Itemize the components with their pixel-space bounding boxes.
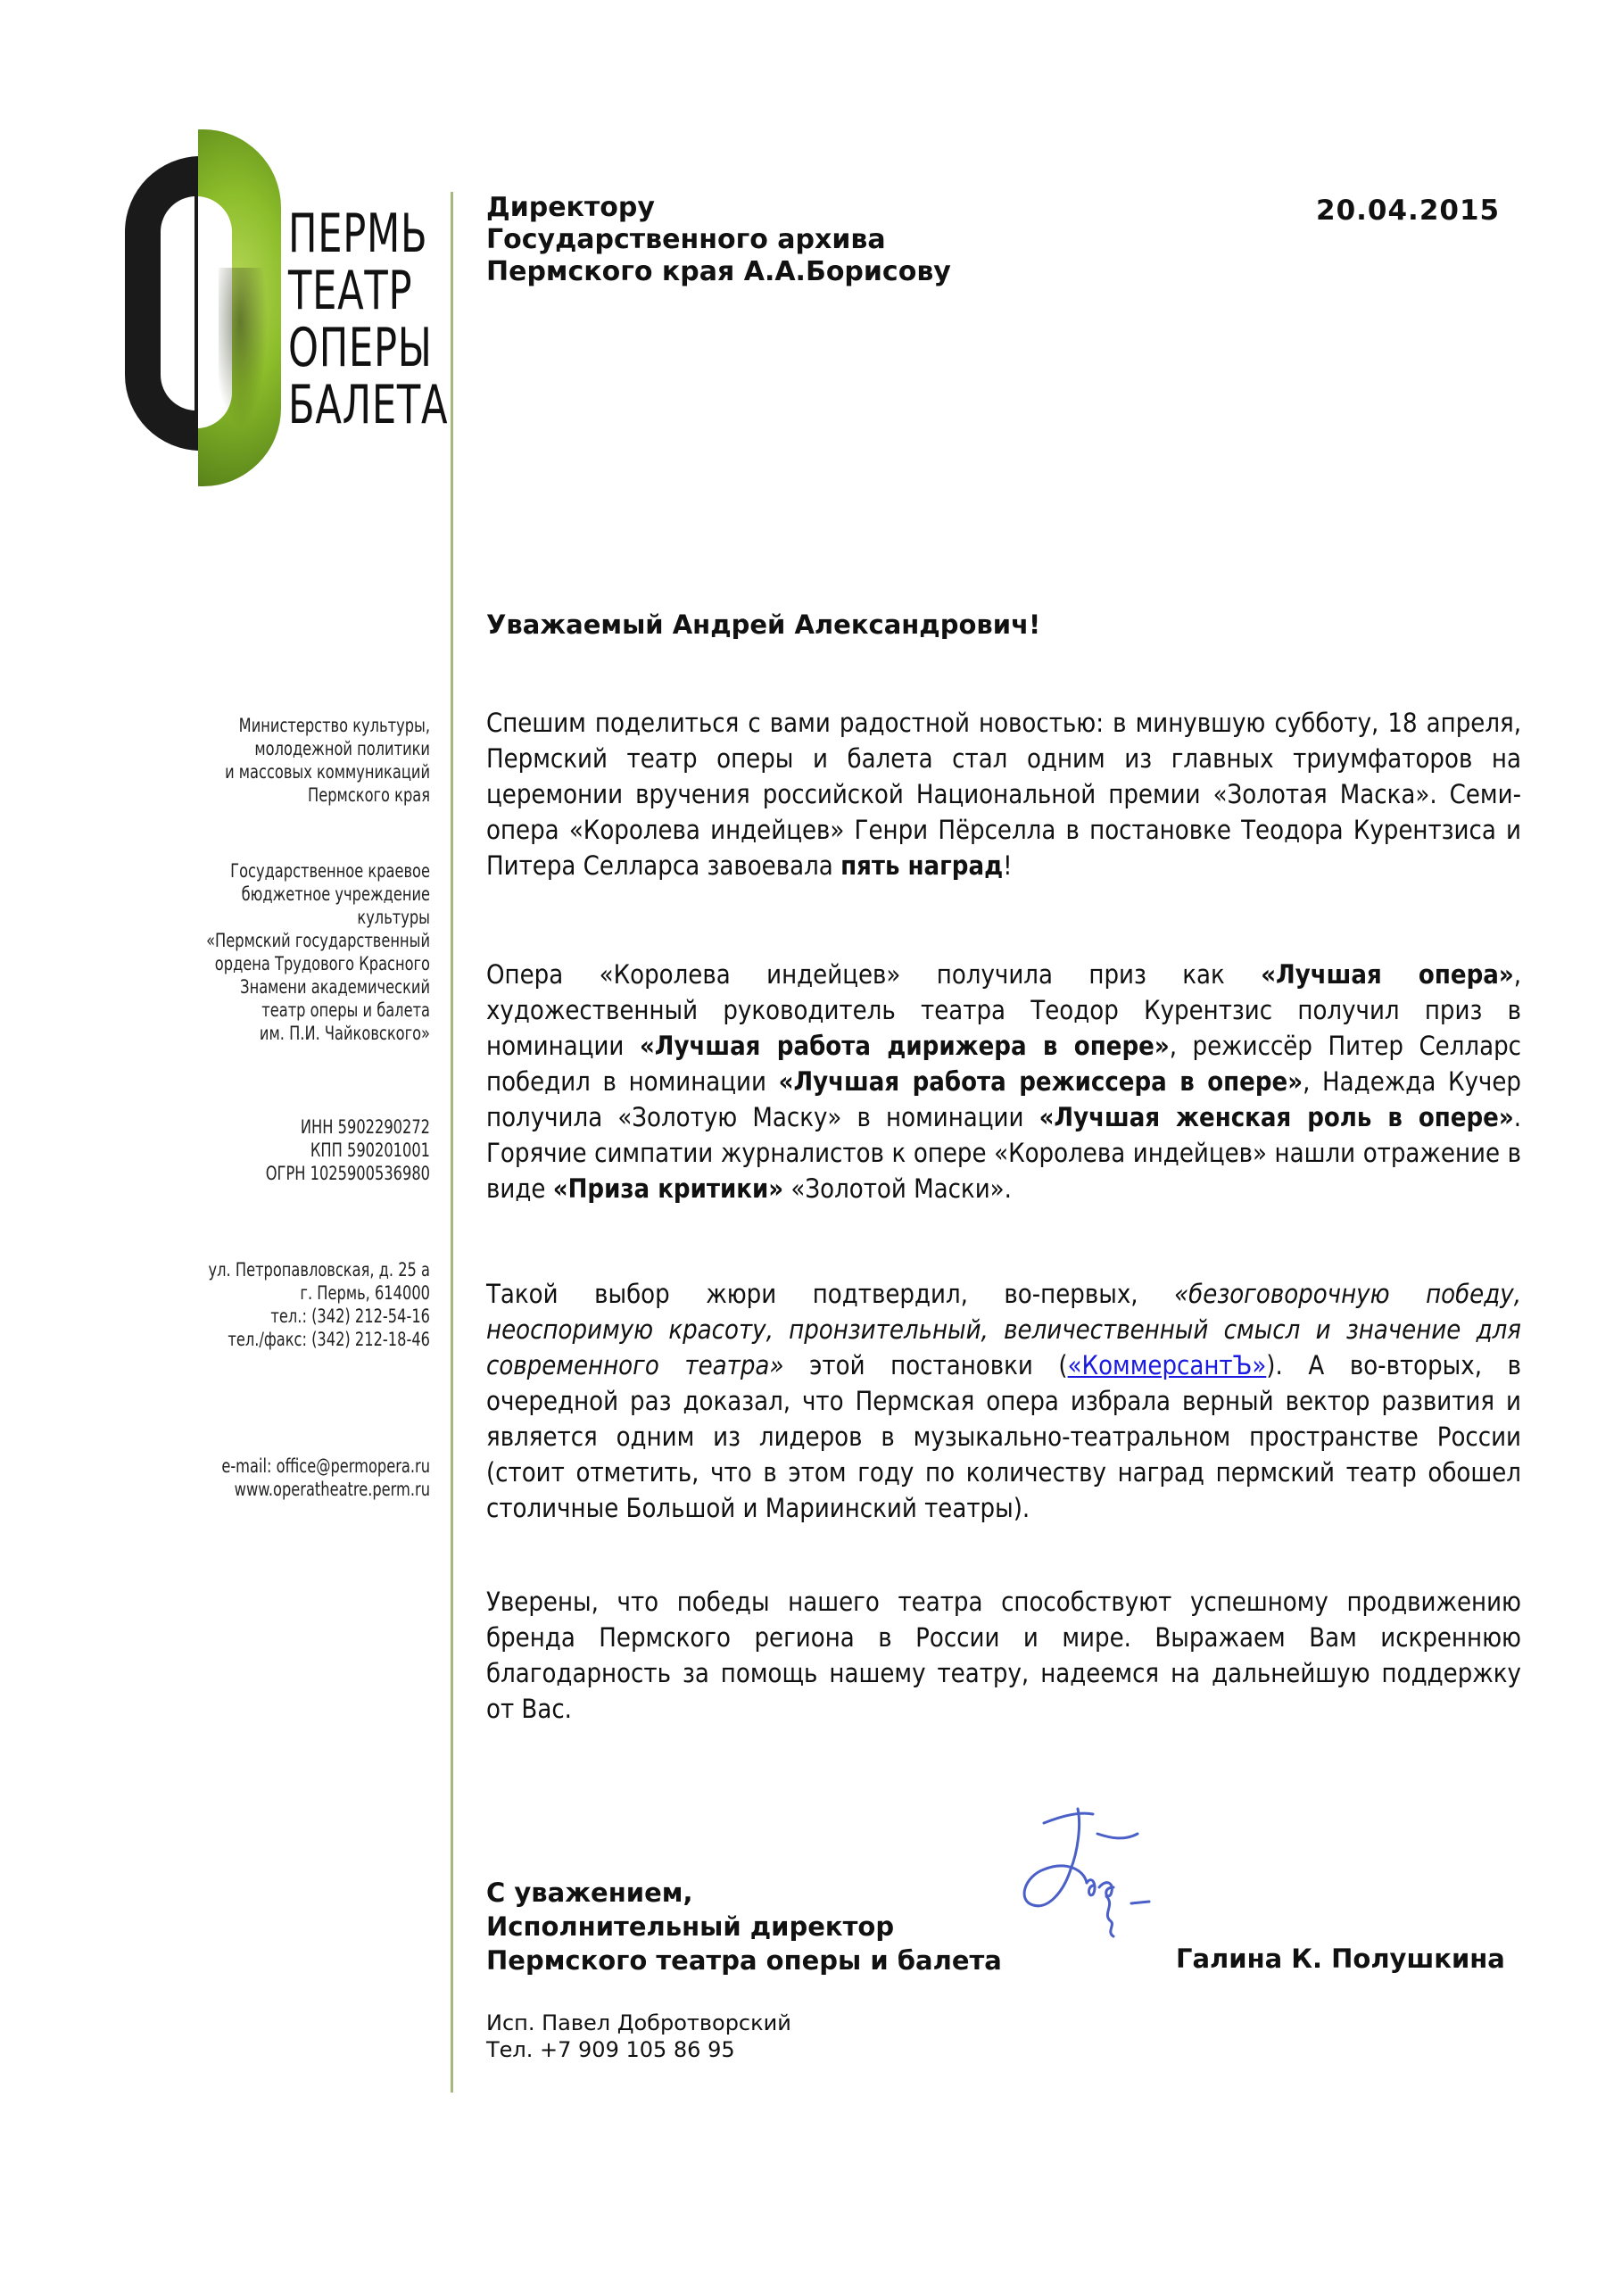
executor-block [486, 2010, 791, 2063]
signer-name: Галина К. Полушкина [1176, 1944, 1505, 1974]
text: этой постановки ( [783, 1350, 1068, 1380]
award-best-director: «Лучшая работа режиссера в опере» [778, 1066, 1303, 1097]
sidebar-line: ордена Трудового Красного [214, 953, 430, 974]
sidebar-line: Государственное краевое [230, 860, 430, 882]
inn: ИНН 5902290272 [300, 1116, 430, 1138]
sidebar-line: Пермского края [308, 784, 430, 806]
bold-text: пять наград [840, 850, 1004, 881]
sidebar-line: культуры [357, 907, 430, 928]
sidebar-line: бюджетное учреждение [241, 883, 430, 905]
phone: тел.: (342) 212-54-16 [270, 1305, 430, 1327]
text: Такой выбор жюри подтвердил, во-первых, [486, 1279, 1175, 1309]
sidebar-line: Знамени академический [240, 976, 430, 998]
letter-date: 20.04.2015 [1316, 195, 1501, 227]
addressee-line: Пермского края А.А.Борисову [486, 256, 951, 287]
closing-line: Пермского театра оперы и балета [486, 1945, 1002, 1976]
award-best-conductor: «Лучшая работа дирижера в опере» [639, 1031, 1170, 1061]
logo-portrait-shade [219, 268, 272, 446]
text: . Горячие симпатии журналистов к опере «Королева индейцев» нашли отражение в виде [486, 1102, 1522, 1204]
sidebar-line: театр оперы и балета [261, 999, 430, 1021]
closing-line: Исполнительный директор [486, 1911, 895, 1942]
kommersant-link[interactable]: «КоммерсантЪ» [1067, 1350, 1267, 1380]
text: Спешим поделиться с вами радостной новостью: в минувшую субботу, 18 апреля, Пермский театр оперы и балета стал одним из главных триумфаторов на церемонии вручения российской Национальной премии «Золотая Маска». Семи-опера «Королева индейцев» Генри Пёрселла в постановке Теодора Курентзиса и Питера Селларса завоевала [486, 708, 1521, 881]
vertical-divider [451, 192, 453, 2093]
closing-block [486, 1876, 1002, 1977]
email-link[interactable]: e-mail: office@permopera.ru [221, 1455, 430, 1477]
sidebar-line: «Пермский государственный [206, 930, 430, 951]
award-best-actress: «Лучшая женская роль в опере» [1039, 1102, 1514, 1132]
salutation: Уважаемый Андрей Александрович! [486, 609, 1041, 640]
text: «Золотой Маски». [783, 1173, 1012, 1204]
city: г. Пермь, 614000 [300, 1282, 430, 1304]
closing-line: С уважением, [486, 1877, 693, 1908]
addressee-block [486, 192, 951, 288]
logo-line: БАЛЕТА [288, 374, 449, 436]
logo-line: ПЕРМЬ [288, 203, 428, 265]
sidebar-ministry [183, 714, 430, 807]
theatre-logo [120, 125, 459, 500]
sidebar-requisites [183, 1115, 430, 1185]
sidebar-address [183, 1258, 430, 1351]
kpp: КПП 590201001 [310, 1140, 430, 1161]
ogrn: ОГРН 1025900536980 [265, 1163, 430, 1184]
executor-name: Исп. Павел Добротворский [486, 2010, 791, 2035]
fax: тел./факс: (342) 212-18-46 [228, 1329, 430, 1350]
text: ! [1003, 850, 1013, 881]
text: , Надежда Кучер получила «Золотую Маску» в номинации [486, 1066, 1521, 1132]
text: Опера «Королева индейцев» получила приз как [486, 959, 1262, 990]
paragraph-2 [486, 957, 1521, 1206]
sidebar-web [183, 1455, 430, 1501]
handwritten-signature-icon [981, 1798, 1213, 1945]
sidebar-line: им. П.И. Чайковского» [259, 1023, 430, 1044]
sidebar-line: молодежной политики [254, 738, 430, 759]
text: , режиссёр Питер Селларс победил в номинации [486, 1031, 1522, 1097]
website-link[interactable]: www.operatheatre.perm.ru [234, 1479, 430, 1500]
award-critics-prize: «Приза критики» [552, 1173, 784, 1204]
logo-line: ОПЕРЫ [288, 317, 433, 379]
logo-wordmark [288, 203, 449, 436]
text: , художественный руководитель театра Теодор Курентзис получил приз в номинации [486, 959, 1522, 1061]
paragraph-4: Уверены, что победы нашего театра способствуют успешному продвижению бренда Пермского региона в России и мире. Выражаем Вам искреннюю благодарность за помощь нашему театру, надеемся на дальнейшую поддержку от Вас. [486, 1587, 1521, 1724]
addressee-line: Государственного архива [486, 224, 886, 255]
award-best-opera: «Лучшая опера» [1261, 959, 1514, 990]
paragraph-1 [486, 705, 1521, 883]
street: ул. Петропавловская, д. 25 а [208, 1259, 430, 1281]
sidebar-institution [183, 859, 430, 1045]
text: ). А во-вторых, в очередной раз доказал, что Пермская опера избрала верный вектор развития и является одним из лидеров в музыкально-театральном пространстве России (стоит отметить, что в этом году по количеству наград пермский театр обошел столичные Большой и Мариинский театры). [486, 1350, 1521, 1523]
executor-phone: Тел. +7 909 105 86 95 [486, 2037, 735, 2062]
sidebar-line: Министерство культуры, [238, 715, 430, 736]
addressee-line: Директору [486, 192, 655, 223]
quote-text: «безоговорочную победу, неоспоримую красоту, пронзительный, величественный смысл и значение для современного театра» [486, 1279, 1521, 1380]
sidebar-line: и массовых коммуникаций [225, 761, 430, 783]
paragraph-3 [486, 1276, 1521, 1526]
logo-line: ТЕАТР [288, 260, 413, 322]
